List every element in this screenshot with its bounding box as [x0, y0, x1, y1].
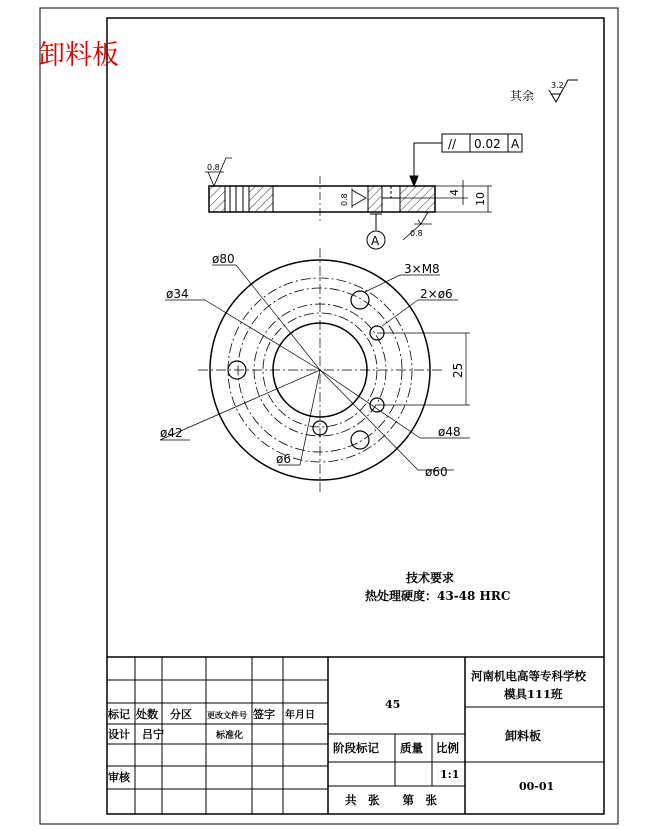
tolerance-value: 0.02: [474, 137, 501, 151]
tolerance-datum: A: [511, 137, 520, 151]
header-doc: 更改文件号: [207, 710, 247, 720]
review-label: 审核: [108, 771, 130, 784]
header-sign: 签字: [253, 708, 275, 721]
header-mark: 标记: [108, 708, 130, 721]
weight-label: 质量: [400, 741, 423, 755]
part-name: 卸料板: [505, 729, 542, 743]
school-name: 河南机电高等专科学校: [471, 669, 586, 683]
thickness-dimension-text: 10: [474, 192, 487, 206]
datum-label: A: [371, 234, 380, 248]
stage-label: 阶段标记: [333, 741, 379, 755]
sheet-count: 共 张 第 张: [345, 793, 437, 807]
scale-value: 1:1: [440, 768, 460, 781]
dim-d60: ø60: [425, 465, 448, 479]
roughness-mark-value-1: 0.8: [207, 163, 220, 172]
roughness-mark-icon: [352, 188, 366, 208]
notes-hardness: 热处理硬度：43-48 HRC: [365, 589, 511, 603]
dim-pin: 2×ø6: [420, 287, 453, 301]
roughness-mark-value-2: 0.8: [340, 193, 349, 206]
header-count: 处数: [136, 708, 158, 721]
part-title-red: 卸料板: [38, 40, 119, 71]
roughness-mark-value-3: 0.8: [410, 229, 423, 238]
parallelism-symbol-icon: //: [448, 137, 457, 151]
dim-d6: ø6: [276, 452, 291, 466]
section-view: [209, 176, 435, 222]
scale-label: 比例: [436, 741, 459, 755]
designer-name: 吕宁: [142, 728, 164, 741]
dim-d80: ø80: [212, 252, 235, 266]
plan-view: [160, 248, 470, 492]
notes-heading: 技术要求: [406, 571, 455, 585]
roughness-other-value: 3.2: [551, 81, 564, 90]
step-dimension: 4: [448, 189, 461, 196]
material: 45: [385, 698, 401, 711]
dim-d42: ø42: [160, 426, 183, 440]
tolerance-frame: [410, 134, 522, 186]
dim-d48: ø48: [438, 425, 461, 439]
dim-offset: 25: [451, 362, 465, 378]
header-zone: 分区: [170, 708, 192, 721]
class-name: 模具111班: [504, 687, 563, 701]
header-date: 年月日: [285, 710, 315, 721]
design-label: 设计: [108, 728, 130, 741]
drawing-number: 00-01: [519, 780, 555, 793]
dim-screw: 3×M8: [404, 262, 440, 276]
dim-d34: ø34: [166, 287, 189, 301]
roughness-other-label: 其余: [510, 89, 535, 103]
standardization-label: 标准化: [216, 731, 244, 741]
